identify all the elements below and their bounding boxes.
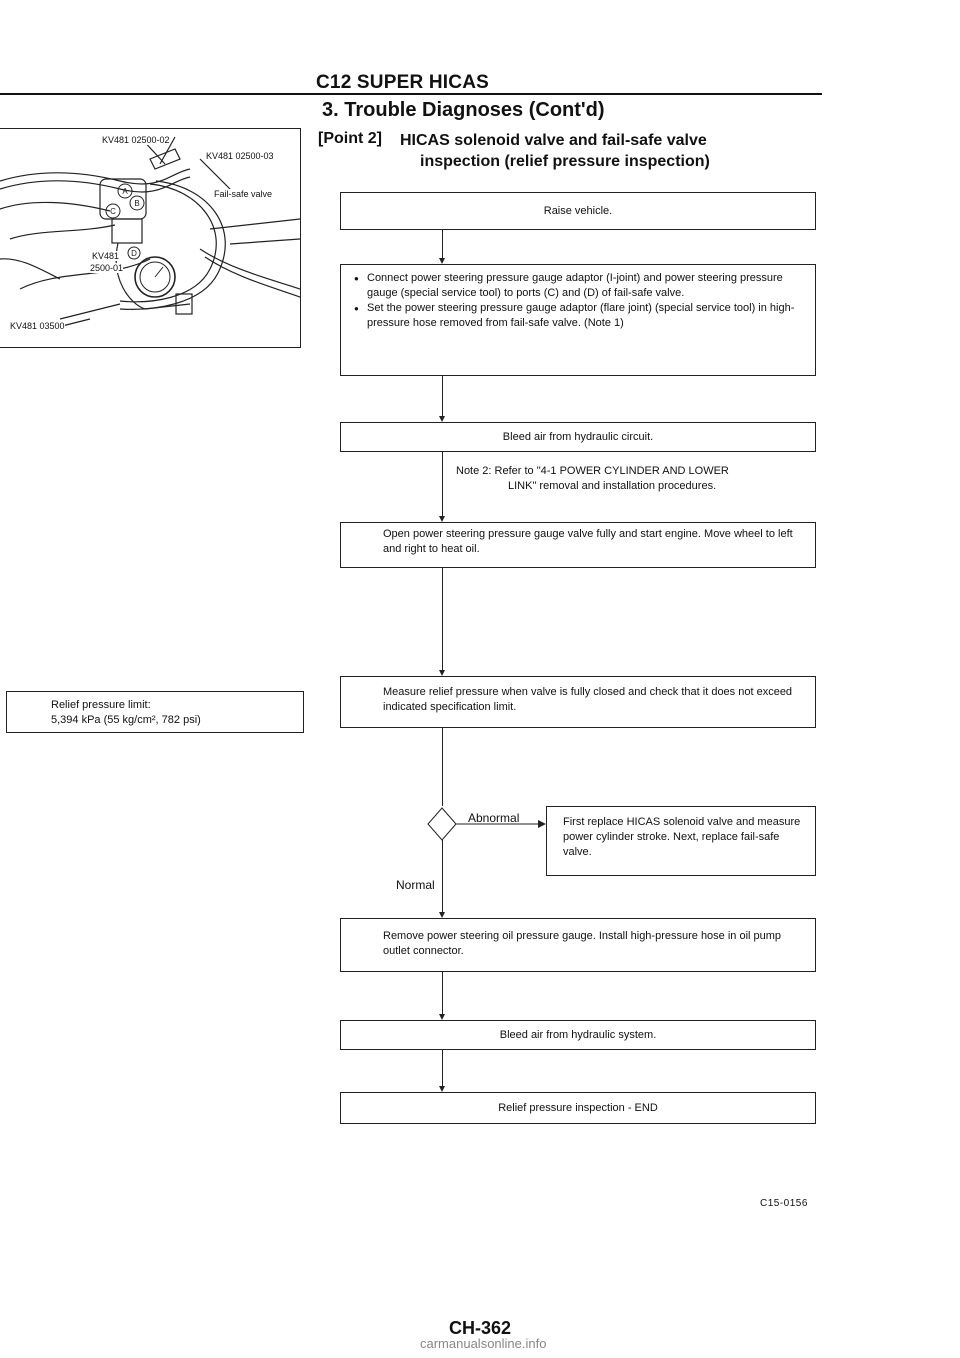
abnormal-label: Abnormal: [468, 811, 520, 825]
flow-connector: [442, 1050, 443, 1088]
point-title-line1: HICAS solenoid valve and fail-safe valve: [400, 132, 707, 149]
label-kv481: KV481: [92, 251, 120, 261]
watermark: carmanualsonline.info: [420, 1336, 547, 1351]
label-kv481-03500: KV481 03500: [10, 321, 65, 331]
flow-connector: [442, 840, 443, 914]
label-fail-safe-valve: Fail-safe valve: [214, 189, 273, 199]
label-kv481-02500-02: KV481 02500-02: [102, 135, 170, 145]
flow-connector: [442, 568, 443, 672]
port-b-letter: B: [134, 199, 140, 208]
spec-line2: 5,394 kPa (55 kg/cm², 782 psi): [51, 714, 201, 726]
note-2-line2: LINK" removal and installation procedures.: [508, 480, 717, 492]
decision-diamond: [428, 808, 456, 840]
port-d-letter: D: [131, 249, 137, 258]
illustration-drawing: [0, 129, 300, 347]
step-bleed-air-system: [340, 1020, 816, 1050]
step-remove-gauge: [340, 918, 816, 972]
gauge-illustration: [0, 128, 301, 348]
abnormal-action-box: [546, 806, 816, 876]
normal-label: Normal: [396, 878, 435, 892]
step-measure-relief-pressure-text: Measure relief pressure when valve is fully closed and check that it does not exceed indicated specification limit.: [383, 686, 793, 713]
step-bleed-air-circuit-text: Bleed air from hydraulic circuit.: [502, 430, 654, 443]
step-bleed-air-system-text: Bleed air from hydraulic system.: [499, 1028, 657, 1041]
port-a-letter: A: [122, 187, 128, 196]
connect-gauge-bullet-2: ● Set the power steering pressure gauge adaptor (flare joint) (special service tool) in high-pressure hose removed from fail-safe valve. (Note 1): [367, 301, 805, 331]
label-kv481-02500-03: KV481 02500-03: [206, 151, 274, 161]
flow-connector: [442, 972, 443, 1016]
flow-connector: [442, 230, 443, 260]
step-open-gauge-valve: [340, 522, 816, 568]
manual-title: C12 SUPER HICAS: [316, 72, 489, 93]
flow-connector: [442, 376, 443, 418]
flow-connector: [442, 728, 443, 806]
step-remove-gauge-text: Remove power steering oil pressure gauge. Install high-pressure hose in oil pump outlet connector.: [383, 930, 782, 957]
connect-gauge-bullet-1: ● Connect power steering pressure gauge adaptor (I-joint) and power steering pressure gauge (special service tool) to ports (C) and (D) of fail-safe valve.: [367, 271, 805, 301]
step-connect-gauge: [340, 264, 816, 376]
header-rule: [0, 93, 822, 95]
step-measure-relief-pressure: [340, 676, 816, 728]
step-bleed-air-circuit: [340, 422, 816, 452]
relief-pressure-spec-box: [6, 691, 304, 733]
step-raise-vehicle: [340, 192, 816, 230]
flow-connector: [442, 452, 443, 518]
connect-gauge-list: [367, 271, 805, 331]
step-raise-vehicle-text: Raise vehicle.: [543, 204, 613, 217]
note-2-line1: Note 2: Refer to "4-1 POWER CYLINDER AND LOWER: [456, 465, 729, 477]
step-open-gauge-valve-text: Open power steering pressure gauge valve fully and start engine. Move wheel to left and right to heat oil.: [383, 528, 793, 555]
label-2500-01: 2500-01: [90, 263, 124, 273]
step-end: [340, 1092, 816, 1124]
port-c-letter: C: [110, 207, 116, 216]
note-2: [456, 464, 729, 494]
point-title: [400, 130, 710, 172]
point-title-line2: inspection (relief pressure inspection): [420, 153, 710, 170]
page-number: CH-362: [448, 1318, 512, 1338]
step-end-text: Relief pressure inspection - END: [498, 1101, 658, 1114]
abnormal-action-text: First replace HICAS solenoid valve and measure power cylinder stroke. Next, replace fail-safe valve.: [563, 816, 801, 858]
section-title: 3. Trouble Diagnoses (Cont'd): [322, 99, 605, 121]
figure-code: C15-0156: [760, 1198, 808, 1209]
abnormal-branch-arrow: [538, 820, 546, 828]
point-tag: [Point 2]: [318, 130, 382, 147]
spec-line1: Relief pressure limit:: [51, 699, 151, 711]
